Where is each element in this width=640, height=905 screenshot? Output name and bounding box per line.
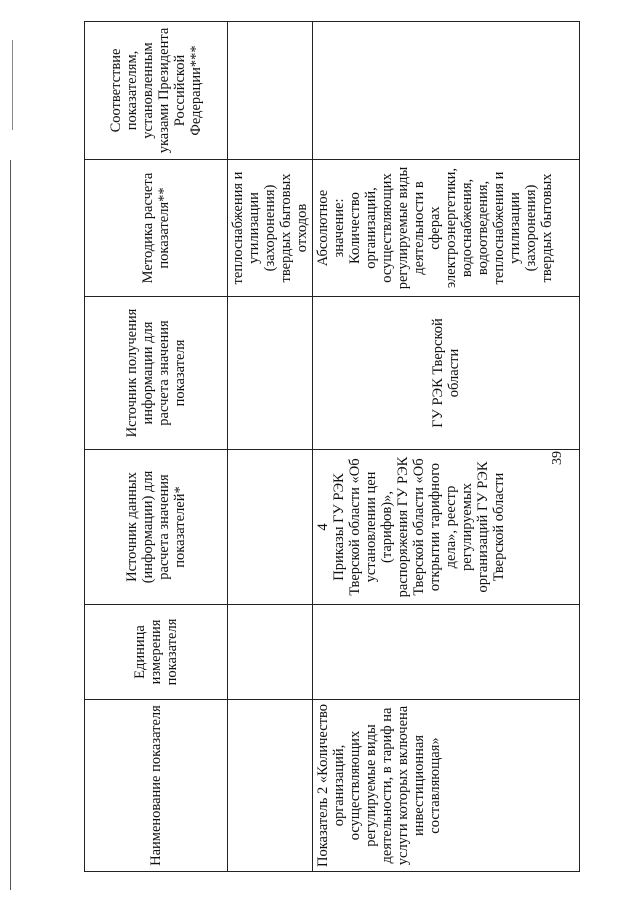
cell-decree-compliance bbox=[313, 22, 580, 160]
table-row-continuation bbox=[228, 22, 313, 872]
header-data-source: Источник данных (информации) для расчета значения показателей* bbox=[85, 450, 228, 605]
cell-data-source-text: Приказы ГУ РЭК Тверской области «Об установлении цен (тарифов)», распоряжения ГУ РЭК Тверской области «Об открытии тарифного дела», реестр регулируемых организаций ГУ РЭК Тверской области bbox=[331, 456, 507, 598]
header-info-source: Источник получения информации для расчета значения показателя bbox=[85, 297, 228, 450]
header-decree-compliance: Соответствие показателям, установленным указами Президента Российской Федерации*** bbox=[85, 22, 228, 160]
header-method: Методика расчета показателя** bbox=[85, 160, 228, 297]
cell-empty bbox=[228, 700, 313, 872]
table-header-row bbox=[85, 22, 228, 872]
cell-empty bbox=[228, 605, 313, 700]
cell-empty bbox=[228, 297, 313, 450]
cell-method-continuation: теплоснабжения и утилизации (захоронения) твердых бытовых отходов bbox=[228, 160, 313, 297]
scan-edge-line bbox=[10, 160, 11, 890]
cell-indicator-name: Показатель 2 «Количество организаций, осуществляющих регулируемые виды деятельности, в тариф на услуги которых включена инвестиционная составляющая» bbox=[313, 700, 580, 872]
cell-empty bbox=[228, 22, 313, 160]
indicators-table bbox=[84, 21, 580, 872]
cell-method: Абсолютное значение: Количество организаций, осуществляющих регулируемые виды деятельности в сферах электроэнергетики, водоснабжения, водоотведения, теплоснабжения и утилизации (захоронения) твердых бытовых bbox=[313, 160, 580, 297]
header-indicator-name: Наименование показателя bbox=[85, 700, 228, 872]
scan-edge-line bbox=[12, 40, 13, 130]
rotated-table-container bbox=[84, 27, 580, 872]
cell-unit bbox=[313, 605, 580, 700]
page-number: 39 bbox=[550, 451, 565, 465]
cell-info-source: ГУ РЭК Тверской области bbox=[313, 297, 580, 450]
cell-column-number: 4 bbox=[315, 523, 331, 531]
table-row-indicator-2 bbox=[313, 22, 580, 872]
cell-data-source bbox=[313, 450, 580, 605]
cell-empty bbox=[228, 450, 313, 605]
header-unit: Единица измерения показателя bbox=[85, 605, 228, 700]
